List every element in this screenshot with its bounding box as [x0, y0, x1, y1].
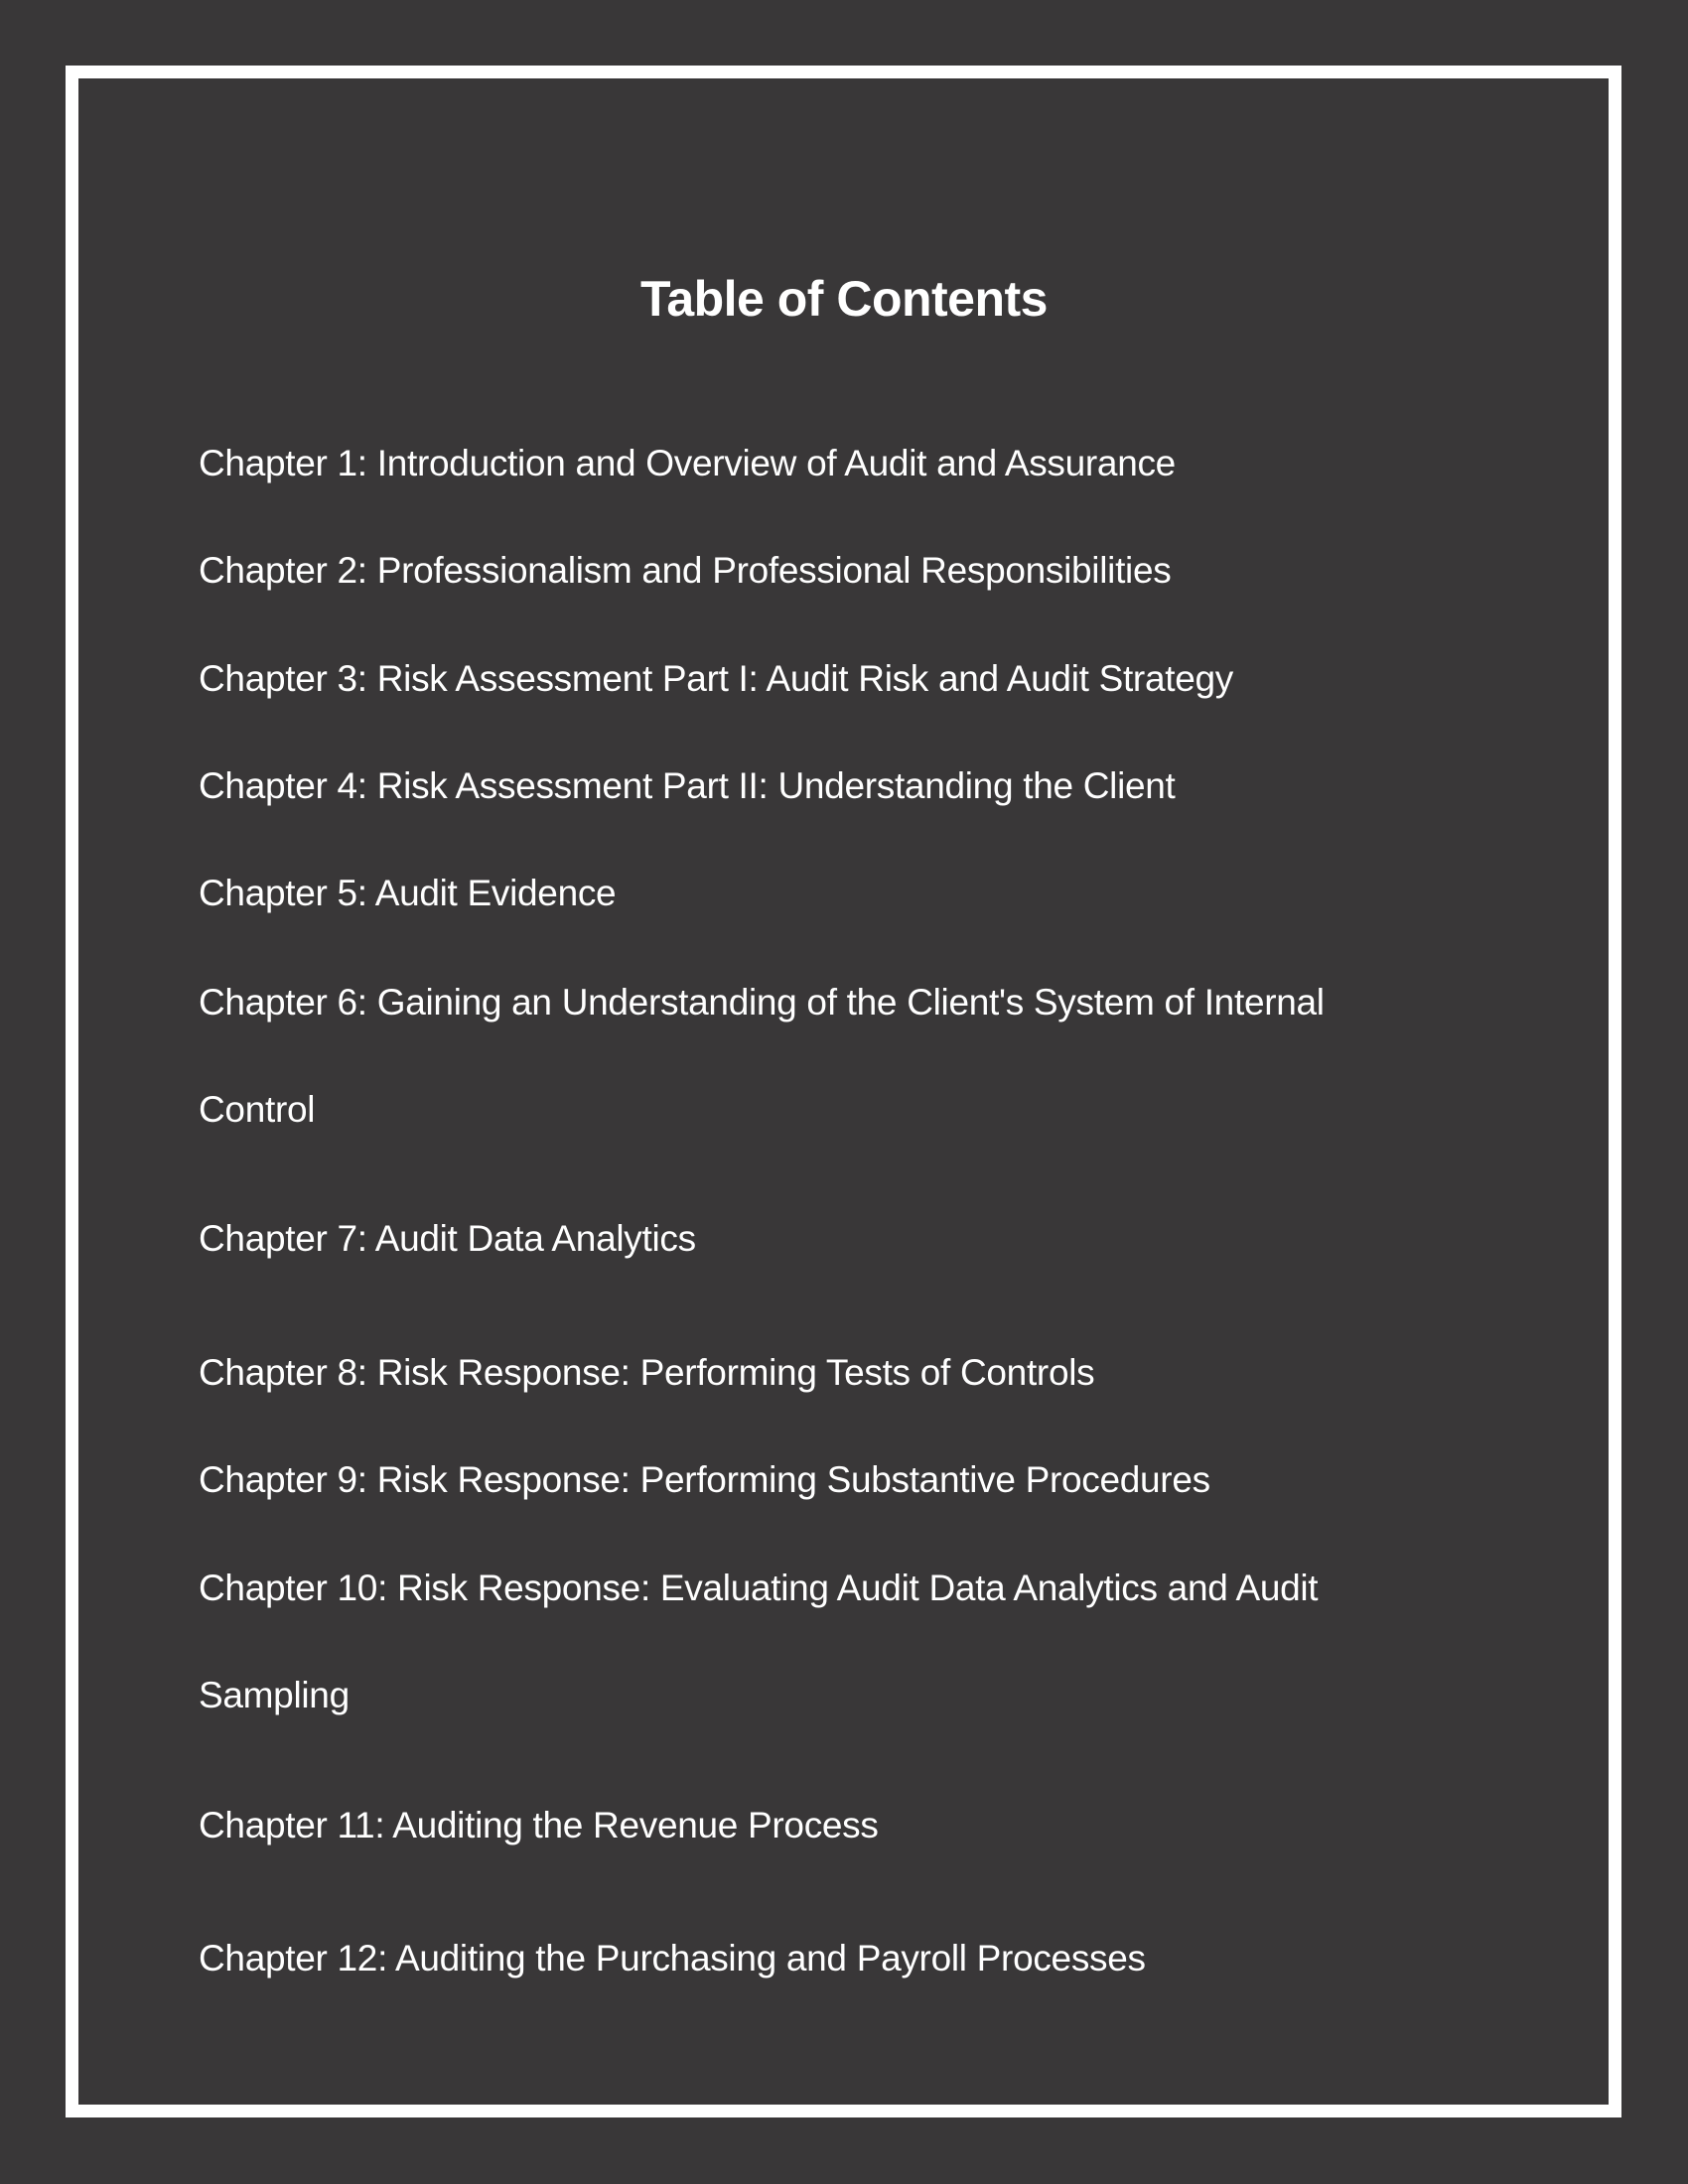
toc-entry-chapter-6-continued: Control: [199, 1089, 316, 1130]
toc-entry-chapter-4: Chapter 4: Risk Assessment Part II: Understanding the Client: [199, 765, 1176, 806]
toc-entry-chapter-10-continued: Sampling: [199, 1675, 350, 1715]
toc-entry-chapter-7: Chapter 7: Audit Data Analytics: [199, 1218, 696, 1259]
toc-entry-chapter-12: Chapter 12: Auditing the Purchasing and Payroll Processes: [199, 1938, 1146, 1979]
toc-entry-chapter-3: Chapter 3: Risk Assessment Part I: Audit Risk and Audit Strategy: [199, 658, 1233, 699]
toc-entry-chapter-10: Chapter 10: Risk Response: Evaluating Audit Data Analytics and Audit: [199, 1568, 1319, 1608]
toc-entry-chapter-2: Chapter 2: Professionalism and Professional Responsibilities: [199, 550, 1172, 591]
toc-entry-chapter-5: Chapter 5: Audit Evidence: [199, 873, 617, 913]
toc-entry-chapter-6: Chapter 6: Gaining an Understanding of the Client's System of Internal: [199, 982, 1325, 1023]
toc-entry-chapter-11: Chapter 11: Auditing the Revenue Process: [199, 1805, 879, 1845]
page-title: Table of Contents: [639, 271, 1048, 327]
toc-entry-chapter-8: Chapter 8: Risk Response: Performing Tests of Controls: [199, 1352, 1095, 1393]
toc-entry-chapter-1: Chapter 1: Introduction and Overview of Audit and Assurance: [199, 443, 1176, 483]
toc-entry-chapter-9: Chapter 9: Risk Response: Performing Substantive Procedures: [199, 1459, 1210, 1500]
